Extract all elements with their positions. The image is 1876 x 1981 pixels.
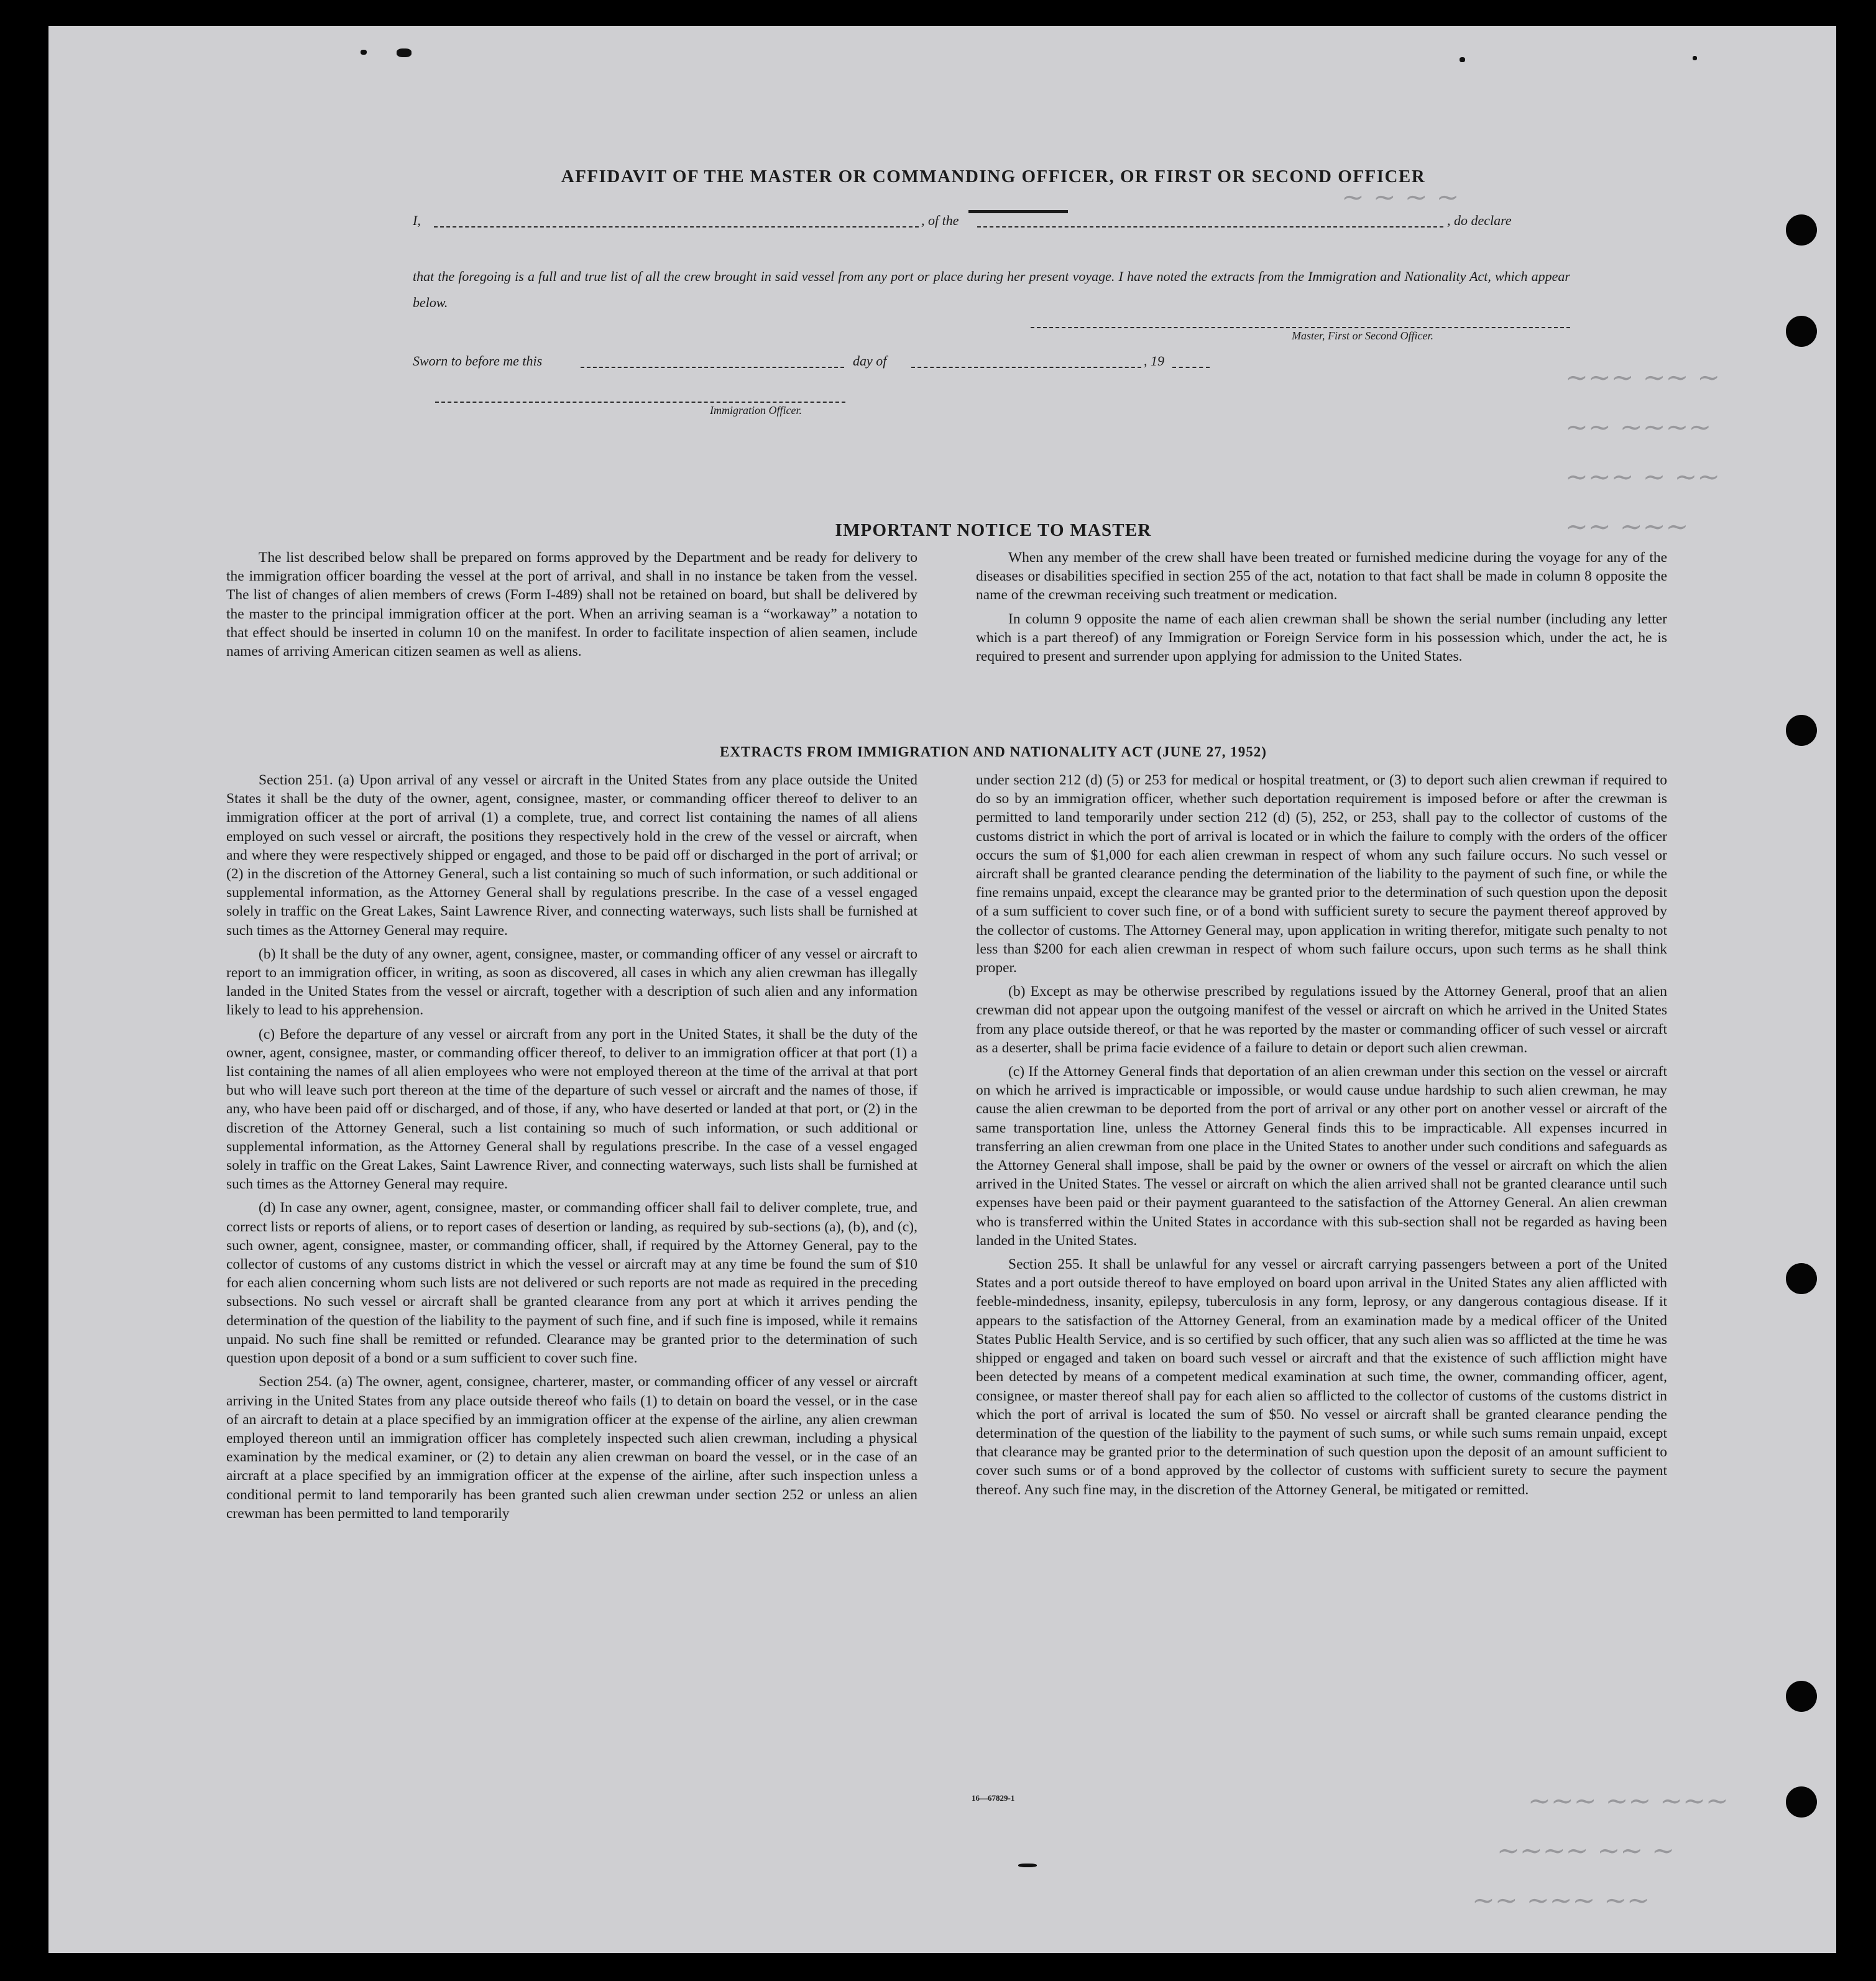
document-page — [48, 26, 1836, 1953]
notice-right-paragraph-2: In column 9 opposite the name of each alien crewman shall be shown the serial number (including any letter which is a part thereof) of any Immigration or Foreign Service form in his possession which, under the act, he is required to present and surrender upon applying for admission to the United States. — [976, 610, 1667, 665]
bleed-through-handwriting: ~ ~ ~ ~ — [1341, 182, 1460, 213]
bleed-through-handwriting: ~~~ ~~ ~ — [1565, 362, 1721, 393]
master-caption: Master, First or Second Officer. — [1292, 329, 1433, 342]
notice-left-column — [226, 548, 917, 666]
ink-speck — [1460, 57, 1465, 62]
punch-hole — [1786, 316, 1817, 347]
section-251-a: Section 251. (a) Upon arrival of any vessel or aircraft in the United States from any place outside the United States it shall be the duty of the owner, agent, consignee, master, or commanding officer thereof to deliver to an immigration officer at the port of arrival (1) a complete, true, and correct list containing the names of all aliens employed on such vessel or aircraft, the positions they respectively hold in the crew of the vessel or aircraft, when and where they were respectively shipped or engaged, and those to be paid off or discharged in the port of arrival; or (2) in the discretion of the Attorney General, such a list containing so much of such information, or such additional or supplemental information, as the Attorney General shall by regulations prescribe. In the case of a vessel engaged solely in traffic on the Great Lakes, Saint Lawrence River, and connecting waterways, such lists shall be furnished at such times as the Attorney General may require. — [226, 772, 917, 939]
sworn-day-line — [581, 367, 844, 368]
punch-hole — [1786, 214, 1817, 246]
bleed-through-handwriting: ~~~ ~ ~~ — [1565, 461, 1721, 493]
notice-title: IMPORTANT NOTICE TO MASTER — [835, 520, 1152, 540]
section-254-a: Section 254. (a) The owner, agent, consignee, charterer, master, or commanding officer of any vessel or aircraft arriving in the United States from any place outside thereof who fails (1) to detain on board the vessel, or in the case of an aircraft to detain at a place specified by an immigration officer at the expense of the airline, any alien crewman employed thereon until an immigration officer has completely inspected such alien crewman, including a physical examination by the medical examiner, or (2) to detain any alien crewman on board the vessel, or in the case of an aircraft at a place specified by an immigration officer at the expense of the airline, after such inspection unless a conditional permit to land temporarily has been granted such alien crewman under section 252 or unless an alien crewman has been permitted to land temporarily — [226, 1374, 917, 1522]
title-underline — [968, 210, 1068, 213]
ink-speck — [1693, 56, 1697, 60]
section-254-a-continued: under section 212 (d) (5) or 253 for medical or hospital treatment, or (3) to deport such alien crewman if required to do so by an immigration officer, whether such deportation requirement is imposed before or after the crewman is permitted to land temporarily under section 212 (d) (5), 252, or 253, shall pay to the collector of customs of the customs district in which the port of arrival is located or in which the failure to comply with the orders of the officer occurs the sum of $1,000 for each alien crewman in respect of whom any such failure occurs. No such vessel or aircraft shall be granted clearance pending the determination of the liability to the payment of such fine, or while the fine remains unpaid, except the clearance may be granted prior to the determination of such question upon the deposit of a sum sufficient to cover such fine, or of a bond with sufficient surety to secure the payment thereof approved by the collector of customs. The Attorney General may, upon application in writing therefor, mitigate such penalty to not less than $200 for each alien crewman in respect of whom such failure occurs, upon such terms as he shall think proper. — [976, 772, 1667, 977]
ink-speck — [361, 50, 367, 55]
extracts-title: EXTRACTS FROM IMMIGRATION AND NATIONALITY ACT (JUNE 27, 1952) — [720, 744, 1267, 760]
notice-right-paragraph-1: When any member of the crew shall have been treated or furnished medicine during the voyage for any of the diseases or disabilities specified in section 255 of the act, notation to that fact shall be made in column 8 opposite the name of the crewman receiving such treatment or medication. — [976, 549, 1667, 604]
section-251-d: (d) In case any owner, agent, consignee, master, or commanding officer shall fail to deliver complete, true, and correct lists or reports of aliens, or to report cases of desertion or landing, as required by sub-sections (a), (b), and (c), such owner, agent, consignee, master, or commanding officer, shall, if required by the Attorney General, pay to the collector of customs of any customs district in which the vessel or aircraft may at any time be found the sum of $10 for each alien concerning whom such lists are not delivered or such reports are not made as required in the preceding subsections. No such vessel or aircraft shall be granted clearance from any port at which it arrives pending the determination of the question of the liability to the payment of such fine, and if such fine is imposed, while it remains unpaid. No such fine shall be remitted or refunded. Clearance may be granted prior to the determination of such question upon deposit of a bond or a sum sufficient to cover such fine. — [226, 1200, 917, 1367]
punch-hole — [1786, 1786, 1817, 1818]
punch-hole — [1786, 1263, 1817, 1294]
notice-left-paragraph: The list described below shall be prepared on forms approved by the Department and be ready for delivery to the immigration officer boarding the vessel at the port of arrival, and shall in no instance be taken from the vessel. The list of changes of alien members of crews (Form I-489) shall not be retained on board, but shall be delivered by the master to the principal immigration officer at the port. When an arriving seaman is a “workaway” a notation to that effect should be inserted in column 10 on the manifest. In order to facilitate inspection of alien seamen, include names of arriving American citizen seamen as well as aliens. — [226, 549, 917, 660]
officer-signature-line — [435, 402, 845, 403]
form-number: 16—67829-1 — [972, 1793, 1015, 1803]
section-255: Section 255. It shall be unlawful for any vessel or aircraft carrying passengers between a port of the United States and a port outside thereof to have employed on board upon arrival in the United States any alien afflicted with feeble-mindedness, insanity, epilepsy, tuberculosis in any form, leprosy, or any dangerous contagious disease. If it appears to the satisfaction of the Attorney General, from an examination made by a medical officer of the United States Public Health Service, and is so certified by such officer, that any such alien was so afflicted at the time he was shipped or engaged and taken on board such vessel or aircraft and that the existence of such affliction might have been detected by means of a competent medical examination at such time, the owner, commanding officer, agent, consignee, or master thereof shall pay for each alien so afflicted to the collector of customs of the customs district in which the port of arrival is located the sum of $50. No vessel or aircraft shall be granted clearance pending the determination of the question of the liability to the payment of such sums, or while such sums remain unpaid, except that clearance may be granted prior to the determination of such question upon the deposit of an amount sufficient to cover such sums or of a bond approved by the collector of customs with sufficient surety to secure the payment thereof. Any such fine may, in the discretion of the Attorney General, be mitigated or remitted. — [976, 1256, 1667, 1498]
extracts-right-column — [976, 771, 1667, 1504]
notice-right-column — [976, 548, 1667, 671]
sworn-year-line — [1172, 367, 1210, 368]
bleed-through-handwriting: ~~~ ~~ ~~~ — [1528, 1785, 1729, 1817]
i-label: I, — [413, 213, 421, 228]
sworn-label: Sworn to before me this — [413, 353, 543, 369]
of-the-label: , of the — [921, 213, 959, 228]
do-declare-label: , do declare — [1447, 213, 1512, 228]
section-254-c: (c) If the Attorney General finds that deportation of an alien crewman under this section on the vessel or aircraft on which he arrived is impracticable or impossible, or would cause undue hardship to such alien crewman, he may cause the alien crewman to be deported from the port of arrival or any other port on another vessel or aircraft of the same transportation line, unless the Attorney General finds this to be impracticable. All expenses incurred in transferring an alien crewman from one place in the United States to another under such conditions and safeguards as the Attorney General shall impose, shall be paid by the owner or owners of the vessel or aircraft on which the alien arrived in the United States. The vessel or aircraft on which the alien arrived shall not be granted clearance until such expenses have been paid or their payment guaranteed to the satisfaction of the Attorney General. An alien crewman who is transferred within the United States in accordance with this sub-section shall not be regarded as having been landed in the United States. — [976, 1064, 1667, 1249]
officer-caption: Immigration Officer. — [710, 404, 802, 416]
extracts-left-column — [226, 771, 917, 1528]
day-of-label: day of — [853, 353, 887, 369]
bleed-through-handwriting: ~~~~ ~~ ~ — [1497, 1835, 1675, 1867]
punch-hole — [1786, 715, 1817, 746]
ink-speck — [1018, 1864, 1037, 1867]
declaration-text: that the foregoing is a full and true list of all the crew brought in said vessel from any port or place during her present voyage. I have noted the extracts from the Immigration and Nationality Act, which appear below. — [413, 269, 1570, 310]
bleed-through-handwriting: ~~ ~~~~ — [1565, 411, 1712, 443]
section-251-c: (c) Before the departure of any vessel or aircraft from any port in the United States, it shall be the duty of the owner, agent, consignee, master, or commanding officer thereof, to deliver to an immigration officer at that port (1) a list containing the names of all alien employees who were not employed thereon at the time of the arrival at that port but who will leave such port thereon at the time of the departure of such vessel or aircraft and the names of those, if any, who have been paid off or discharged, and of those, if any, who have deserted or landed at that port, or (2) in the discretion of the Attorney General, such a list containing so much of such information, or such additional or supplemental information, as the Attorney General shall by regulations prescribe. In the case of a vessel engaged solely in traffic on the Great Lakes, Saint Lawrence River, and connecting waterways, such lists shall be furnished at such times as the Attorney General may require. — [226, 1026, 917, 1193]
sworn-month-line — [911, 367, 1141, 368]
ink-speck — [397, 48, 412, 57]
vessel-field-line — [977, 226, 1443, 228]
bleed-through-handwriting: ~~ ~~~ ~~ — [1472, 1885, 1650, 1916]
section-251-b: (b) It shall be the duty of any owner, agent, consignee, master, or commanding officer of any vessel or aircraft to report to an immigration officer, in writing, as soon as discovered, all cases in which any alien crewman has illegally landed in the United States from the vessel or aircraft, together with a description of such alien and any information likely to lead to his apprehension. — [226, 945, 917, 1019]
master-signature-line — [1031, 327, 1570, 328]
punch-hole — [1786, 1681, 1817, 1712]
bleed-through-handwriting: ~~ ~~~ — [1565, 511, 1689, 543]
name-field-line — [434, 226, 919, 228]
year-label: , 19 — [1144, 353, 1164, 369]
affidavit-title: AFFIDAVIT OF THE MASTER OR COMMANDING OFFICER, OR FIRST OR SECOND OFFICER — [561, 167, 1426, 186]
section-254-b: (b) Except as may be otherwise prescribed by regulations issued by the Attorney General, proof that an alien crewman did not appear upon the outgoing manifest of the vessel or aircraft on which he arrived in the United States from any place outside thereof, or that he was reported by the master or commanding officer of such vessel or aircraft as a deserter, shall be prima facie evidence of a failure to detain or deport such alien crewman. — [976, 983, 1667, 1056]
